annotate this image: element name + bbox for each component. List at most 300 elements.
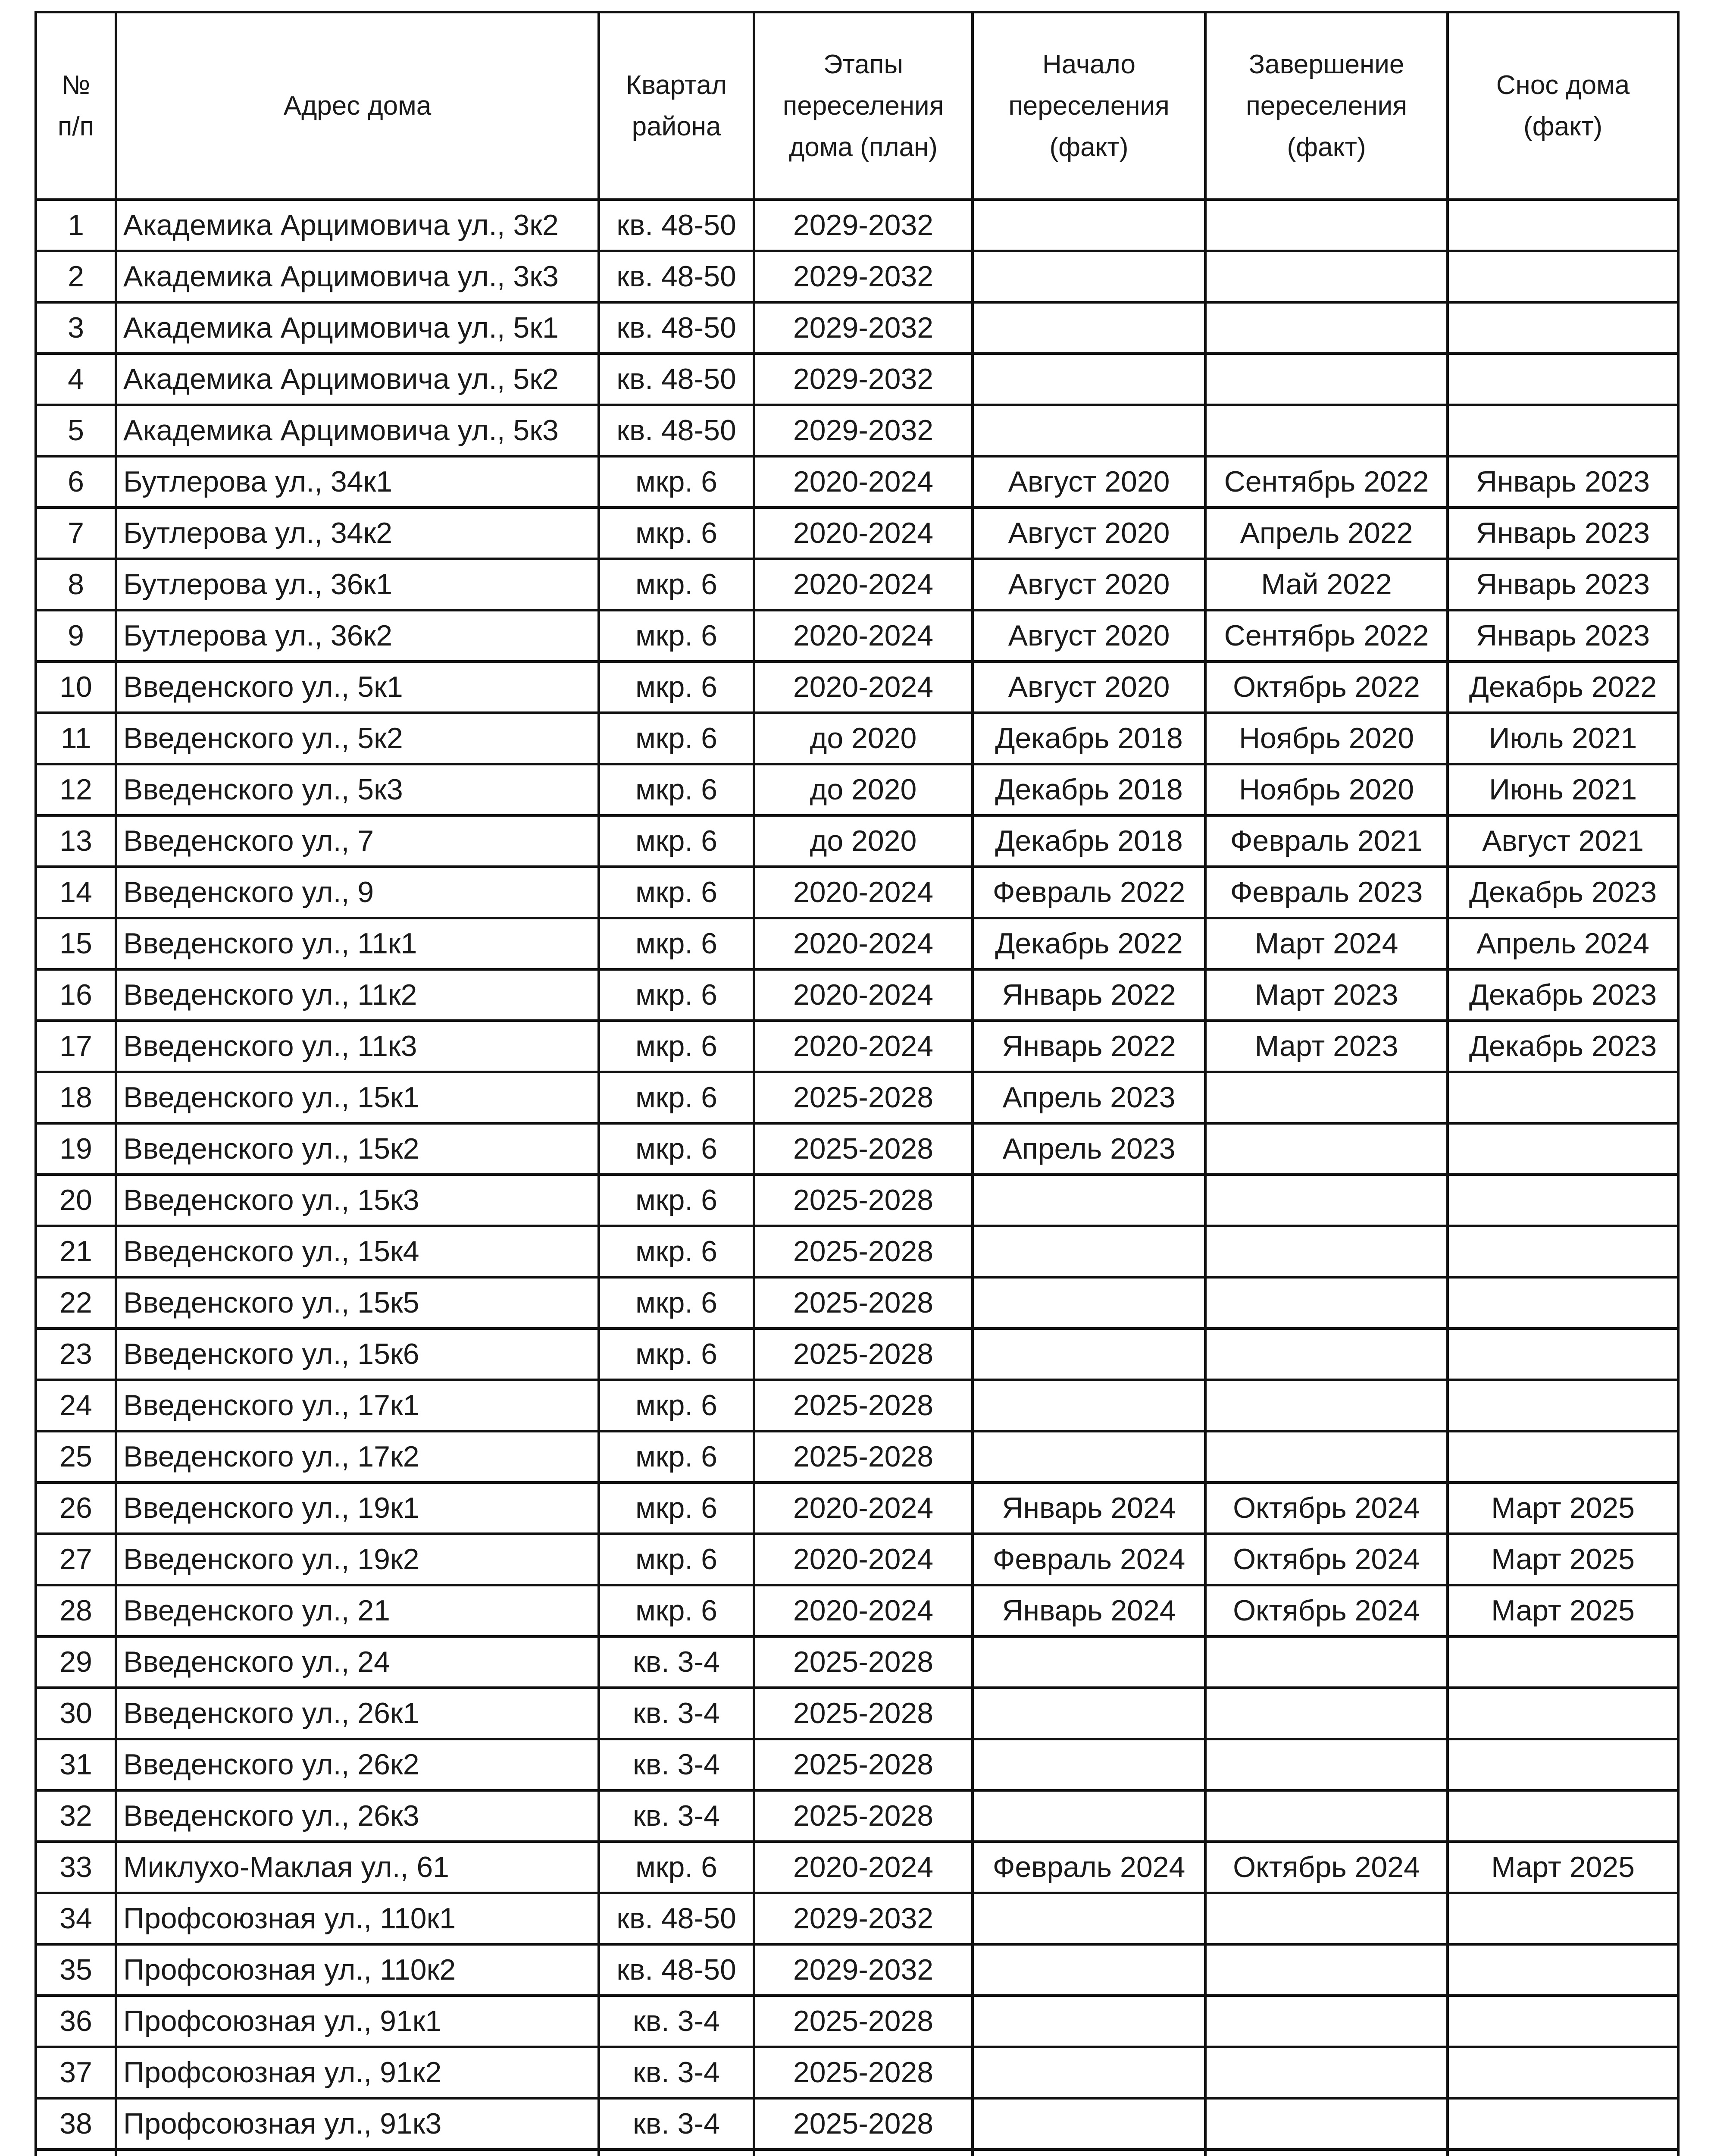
cell-plan-stages: 2029-2032 — [754, 1944, 973, 1996]
cell-end: Октябрь 2024 — [1205, 1842, 1448, 1893]
cell-start — [973, 2150, 1205, 2156]
table-row — [36, 661, 1678, 713]
cell-plan-stages: 2029-2032 — [754, 251, 973, 302]
header-address-text: Адрес дома — [283, 91, 432, 121]
cell-address: Академика Арцимовича ул., 5к2 — [116, 354, 599, 405]
cell-address: Введенского ул., 5к1 — [116, 661, 599, 713]
header-number-line2: п/п — [57, 111, 94, 141]
header-start — [973, 12, 1205, 200]
cell-number: 9 — [36, 610, 116, 661]
cell-end — [1205, 1072, 1448, 1123]
cell-number: 13 — [36, 815, 116, 867]
table-row — [36, 1380, 1678, 1431]
cell-quarter: мкр. 6 — [599, 815, 754, 867]
cell-number: 14 — [36, 867, 116, 918]
cell-address: Введенского ул., 21 — [116, 1585, 599, 1636]
header-demolition — [1448, 12, 1678, 200]
cell-number: 35 — [36, 1944, 116, 1996]
table-body — [36, 200, 1678, 2156]
cell-start — [973, 1175, 1205, 1226]
cell-plan-stages: 2020-2024 — [754, 610, 973, 661]
table-row — [36, 1072, 1678, 1123]
cell-number: 23 — [36, 1329, 116, 1380]
header-end — [1205, 12, 1448, 200]
cell-start: Август 2020 — [973, 559, 1205, 610]
cell-address: Профсоюзная ул., 91к3 — [116, 2098, 599, 2150]
cell-address: Академика Арцимовича ул., 3к2 — [116, 200, 599, 251]
cell-quarter: мкр. 6 — [599, 559, 754, 610]
cell-start — [973, 405, 1205, 456]
cell-plan-stages: до 2020 — [754, 815, 973, 867]
cell-demolition: Март 2025 — [1448, 1482, 1678, 1534]
cell-start — [973, 1380, 1205, 1431]
cell-number: 7 — [36, 508, 116, 559]
cell-start — [973, 1688, 1205, 1739]
table-row — [36, 815, 1678, 867]
table-row — [36, 1431, 1678, 1482]
cell-demolition — [1448, 1944, 1678, 1996]
cell-start — [973, 1277, 1205, 1329]
cell-address: Введенского ул., 24 — [116, 1636, 599, 1688]
cell-address: Академика Арцимовича ул., 5к3 — [116, 405, 599, 456]
cell-end — [1205, 200, 1448, 251]
cell-end — [1205, 1123, 1448, 1175]
cell-quarter: кв. 3-4 — [599, 2098, 754, 2150]
cell-start: Февраль 2024 — [973, 1534, 1205, 1585]
header-start-line1: Начало — [1042, 49, 1136, 79]
cell-quarter: кв. 48-50 — [599, 1944, 754, 1996]
cell-quarter: мкр. 6 — [599, 969, 754, 1021]
table-row — [36, 969, 1678, 1021]
cell-start: Январь 2024 — [973, 1482, 1205, 1534]
cell-address: Введенского ул., 7 — [116, 815, 599, 867]
cell-address: Профсоюзная ул., 91к1 — [116, 1996, 599, 2047]
cell-plan-stages: 2025-2028 — [754, 1072, 973, 1123]
header-number-line1: № — [61, 70, 91, 100]
cell-start: Январь 2022 — [973, 969, 1205, 1021]
cell-address: Введенского ул., 15к5 — [116, 1277, 599, 1329]
cell-plan-stages: 2025-2028 — [754, 1226, 973, 1277]
cell-end: Октябрь 2024 — [1205, 1585, 1448, 1636]
cell-number: 18 — [36, 1072, 116, 1123]
cell-end — [1205, 302, 1448, 354]
cell-start: Декабрь 2018 — [973, 713, 1205, 764]
cell-end — [1205, 1175, 1448, 1226]
cell-demolition — [1448, 1431, 1678, 1482]
cell-demolition — [1448, 2098, 1678, 2150]
cell-end: Октябрь 2024 — [1205, 1534, 1448, 1585]
cell-address: Введенского ул., 15к3 — [116, 1175, 599, 1226]
cell-address: Введенского ул., 15к1 — [116, 1072, 599, 1123]
cell-quarter: мкр. 6 — [599, 1482, 754, 1534]
cell-end: Ноябрь 2020 — [1205, 713, 1448, 764]
cell-plan-stages: 2029-2032 — [754, 200, 973, 251]
cell-demolition: Март 2025 — [1448, 1585, 1678, 1636]
cell-start: Декабрь 2022 — [973, 918, 1205, 969]
cell-end — [1205, 1739, 1448, 1790]
cell-address — [116, 2150, 599, 2156]
cell-quarter: кв. 3-4 — [599, 1636, 754, 1688]
table-row — [36, 1944, 1678, 1996]
cell-end: Февраль 2021 — [1205, 815, 1448, 867]
cell-end — [1205, 354, 1448, 405]
cell-demolition — [1448, 1893, 1678, 1944]
cell-demolition — [1448, 1636, 1678, 1688]
cell-quarter: мкр. 6 — [599, 1585, 754, 1636]
cell-start: Февраль 2022 — [973, 867, 1205, 918]
cell-start: Февраль 2024 — [973, 1842, 1205, 1893]
header-start-line3: (факт) — [1049, 132, 1129, 162]
cell-quarter: кв. 3-4 — [599, 1688, 754, 1739]
cell-number: 20 — [36, 1175, 116, 1226]
cell-number: 17 — [36, 1021, 116, 1072]
cell-quarter: кв. 48-50 — [599, 405, 754, 456]
cell-demolition: Июль 2021 — [1448, 713, 1678, 764]
cell-plan-stages: 2029-2032 — [754, 302, 973, 354]
cell-end — [1205, 2150, 1448, 2156]
cell-end — [1205, 2098, 1448, 2150]
cell-plan-stages: 2020-2024 — [754, 969, 973, 1021]
cell-number: 38 — [36, 2098, 116, 2150]
cell-start — [973, 251, 1205, 302]
cell-end — [1205, 1790, 1448, 1842]
cell-plan-stages: 2020-2024 — [754, 1021, 973, 1072]
cell-address: Введенского ул., 15к4 — [116, 1226, 599, 1277]
cell-number: 28 — [36, 1585, 116, 1636]
cell-demolition: Декабрь 2023 — [1448, 867, 1678, 918]
cell-demolition — [1448, 1329, 1678, 1380]
cell-start — [973, 2098, 1205, 2150]
table-row — [36, 354, 1678, 405]
table-row — [36, 2098, 1678, 2150]
cell-start — [973, 354, 1205, 405]
cell-address: Профсоюзная ул., 91к2 — [116, 2047, 599, 2098]
table-row — [36, 1842, 1678, 1893]
cell-plan-stages: 2025-2028 — [754, 2047, 973, 2098]
cell-number: 29 — [36, 1636, 116, 1688]
table-row — [36, 302, 1678, 354]
cell-demolition: Июнь 2021 — [1448, 764, 1678, 815]
header-plan-stages — [754, 12, 973, 200]
table-row — [36, 918, 1678, 969]
table-row — [36, 1021, 1678, 1072]
cell-quarter: мкр. 6 — [599, 610, 754, 661]
table-row — [36, 508, 1678, 559]
cell-start — [973, 1893, 1205, 1944]
cell-quarter: кв. 3-4 — [599, 1790, 754, 1842]
cell-plan-stages — [754, 2150, 973, 2156]
header-quarter-line2: района — [632, 111, 721, 141]
cell-plan-stages: 2020-2024 — [754, 661, 973, 713]
cell-plan-stages: 2029-2032 — [754, 354, 973, 405]
cell-plan-stages: 2020-2024 — [754, 1482, 973, 1534]
cell-address: Введенского ул., 15к6 — [116, 1329, 599, 1380]
table-row — [36, 1329, 1678, 1380]
cell-number: 11 — [36, 713, 116, 764]
cell-quarter: мкр. 6 — [599, 456, 754, 508]
cell-quarter: мкр. 6 — [599, 1534, 754, 1585]
cell-demolition — [1448, 1175, 1678, 1226]
cell-demolition — [1448, 1380, 1678, 1431]
cell-plan-stages: 2025-2028 — [754, 1996, 973, 2047]
cell-end: Апрель 2022 — [1205, 508, 1448, 559]
cell-plan-stages: 2029-2032 — [754, 405, 973, 456]
cell-end: Сентябрь 2022 — [1205, 456, 1448, 508]
cell-start — [973, 200, 1205, 251]
cell-address: Академика Арцимовича ул., 3к3 — [116, 251, 599, 302]
cell-start — [973, 1226, 1205, 1277]
cell-quarter: мкр. 6 — [599, 1123, 754, 1175]
cell-end — [1205, 1688, 1448, 1739]
cell-quarter: мкр. 6 — [599, 918, 754, 969]
header-end-line2: переселения — [1246, 91, 1407, 121]
cell-quarter: мкр. 6 — [599, 1226, 754, 1277]
cell-number: 25 — [36, 1431, 116, 1482]
table-row — [36, 559, 1678, 610]
cell-number: 31 — [36, 1739, 116, 1790]
cell-plan-stages: 2025-2028 — [754, 1431, 973, 1482]
resettlement-table — [34, 11, 1680, 2156]
cell-end — [1205, 1996, 1448, 2047]
cell-demolition — [1448, 200, 1678, 251]
cell-end — [1205, 1329, 1448, 1380]
table-row — [36, 1636, 1678, 1688]
cell-demolition — [1448, 2047, 1678, 2098]
cell-number: 21 — [36, 1226, 116, 1277]
cell-demolition: Март 2025 — [1448, 1842, 1678, 1893]
cell-demolition: Март 2025 — [1448, 1534, 1678, 1585]
cell-start: Декабрь 2018 — [973, 764, 1205, 815]
header-demolition-line2: (факт) — [1523, 111, 1602, 141]
table-row — [36, 2047, 1678, 2098]
cell-number: 24 — [36, 1380, 116, 1431]
table-row — [36, 1790, 1678, 1842]
cell-address: Введенского ул., 9 — [116, 867, 599, 918]
table-row — [36, 1534, 1678, 1585]
cell-number: 32 — [36, 1790, 116, 1842]
cell-plan-stages: 2025-2028 — [754, 1123, 973, 1175]
cell-address: Бутлерова ул., 36к1 — [116, 559, 599, 610]
cell-number: 15 — [36, 918, 116, 969]
cell-end — [1205, 1893, 1448, 1944]
cell-end — [1205, 1380, 1448, 1431]
table-row — [36, 405, 1678, 456]
cell-demolition — [1448, 2150, 1678, 2156]
cell-demolition: Январь 2023 — [1448, 508, 1678, 559]
cell-plan-stages: 2025-2028 — [754, 1739, 973, 1790]
cell-plan-stages: 2025-2028 — [754, 1329, 973, 1380]
cell-address: Бутлерова ул., 34к1 — [116, 456, 599, 508]
cell-plan-stages: 2025-2028 — [754, 1277, 973, 1329]
cell-start — [973, 1329, 1205, 1380]
cell-demolition — [1448, 354, 1678, 405]
table-row — [36, 1226, 1678, 1277]
cell-demolition — [1448, 1739, 1678, 1790]
cell-plan-stages: 2025-2028 — [754, 1380, 973, 1431]
cell-number: 2 — [36, 251, 116, 302]
cell-end: Октябрь 2024 — [1205, 1482, 1448, 1534]
cell-address: Введенского ул., 11к3 — [116, 1021, 599, 1072]
cell-demolition: Август 2021 — [1448, 815, 1678, 867]
cell-number: 34 — [36, 1893, 116, 1944]
cell-end: Ноябрь 2020 — [1205, 764, 1448, 815]
cell-number: 37 — [36, 2047, 116, 2098]
cell-number: 12 — [36, 764, 116, 815]
cell-plan-stages: до 2020 — [754, 713, 973, 764]
table-row — [36, 1893, 1678, 1944]
cell-quarter: мкр. 6 — [599, 1842, 754, 1893]
cell-address: Введенского ул., 17к1 — [116, 1380, 599, 1431]
table-row — [36, 1996, 1678, 2047]
cell-start — [973, 1996, 1205, 2047]
cell-end: Октябрь 2022 — [1205, 661, 1448, 713]
cell-plan-stages: 2029-2032 — [754, 1893, 973, 1944]
cell-demolition: Январь 2023 — [1448, 610, 1678, 661]
header-end-line1: Завершение — [1248, 49, 1404, 79]
cell-quarter: мкр. 6 — [599, 764, 754, 815]
cell-quarter: мкр. 6 — [599, 867, 754, 918]
cell-demolition: Январь 2023 — [1448, 456, 1678, 508]
cell-end: Март 2023 — [1205, 969, 1448, 1021]
cell-address: Бутлерова ул., 34к2 — [116, 508, 599, 559]
header-quarter — [599, 12, 754, 200]
cell-number: 30 — [36, 1688, 116, 1739]
cell-address: Введенского ул., 15к2 — [116, 1123, 599, 1175]
cell-quarter: мкр. 6 — [599, 1175, 754, 1226]
cell-address: Введенского ул., 19к1 — [116, 1482, 599, 1534]
cell-quarter: мкр. 6 — [599, 1431, 754, 1482]
cell-demolition: Декабрь 2023 — [1448, 969, 1678, 1021]
table-row — [36, 1123, 1678, 1175]
cell-plan-stages: 2025-2028 — [754, 1790, 973, 1842]
cell-plan-stages: 2025-2028 — [754, 1688, 973, 1739]
cell-number: 22 — [36, 1277, 116, 1329]
header-quarter-line1: Квартал — [626, 70, 727, 100]
cell-address: Академика Арцимовича ул., 5к1 — [116, 302, 599, 354]
cell-end — [1205, 1944, 1448, 1996]
cell-start — [973, 1636, 1205, 1688]
header-end-line3: (факт) — [1287, 132, 1366, 162]
table-row — [36, 200, 1678, 251]
cell-address: Введенского ул., 19к2 — [116, 1534, 599, 1585]
table-row — [36, 1585, 1678, 1636]
cell-demolition — [1448, 251, 1678, 302]
table-row — [36, 1277, 1678, 1329]
cell-address: Введенского ул., 17к2 — [116, 1431, 599, 1482]
header-stages-line3: дома (план) — [789, 132, 938, 162]
table-header-row — [36, 12, 1678, 200]
header-address — [116, 12, 599, 200]
cell-number: 27 — [36, 1534, 116, 1585]
cell-demolition: Декабрь 2022 — [1448, 661, 1678, 713]
cell-plan-stages: 2020-2024 — [754, 559, 973, 610]
cell-start: Декабрь 2018 — [973, 815, 1205, 867]
cell-end — [1205, 1277, 1448, 1329]
cell-quarter: мкр. 6 — [599, 1277, 754, 1329]
cell-plan-stages: 2020-2024 — [754, 508, 973, 559]
cell-demolition — [1448, 1226, 1678, 1277]
cell-start: Январь 2024 — [973, 1585, 1205, 1636]
cell-number: 26 — [36, 1482, 116, 1534]
cell-quarter: кв. 48-50 — [599, 354, 754, 405]
header-start-line2: переселения — [1008, 91, 1170, 121]
cell-plan-stages: 2020-2024 — [754, 1585, 973, 1636]
cell-number: 16 — [36, 969, 116, 1021]
table-row — [36, 1688, 1678, 1739]
cell-quarter: мкр. 6 — [599, 508, 754, 559]
table-row — [36, 1482, 1678, 1534]
table-row — [36, 610, 1678, 661]
cell-quarter: кв. 48-50 — [599, 1893, 754, 1944]
table-row — [36, 867, 1678, 918]
cell-number: 1 — [36, 200, 116, 251]
table-row — [36, 251, 1678, 302]
cell-quarter — [599, 2150, 754, 2156]
cell-start — [973, 2047, 1205, 2098]
cell-number: 10 — [36, 661, 116, 713]
cell-start — [973, 1944, 1205, 1996]
cell-quarter: кв. 3-4 — [599, 2047, 754, 2098]
cell-number: 3 — [36, 302, 116, 354]
cell-end — [1205, 405, 1448, 456]
cell-demolition — [1448, 405, 1678, 456]
cell-quarter: кв. 48-50 — [599, 302, 754, 354]
cell-quarter: кв. 48-50 — [599, 200, 754, 251]
cell-quarter: мкр. 6 — [599, 1021, 754, 1072]
cell-plan-stages: 2020-2024 — [754, 867, 973, 918]
cell-number — [36, 2150, 116, 2156]
table-row — [36, 456, 1678, 508]
cell-demolition: Январь 2023 — [1448, 559, 1678, 610]
cell-demolition — [1448, 1072, 1678, 1123]
cell-number: 19 — [36, 1123, 116, 1175]
cell-end — [1205, 1226, 1448, 1277]
cell-demolition — [1448, 1123, 1678, 1175]
cell-start: Август 2020 — [973, 508, 1205, 559]
cell-address: Введенского ул., 26к1 — [116, 1688, 599, 1739]
cell-number: 8 — [36, 559, 116, 610]
cell-end: Март 2024 — [1205, 918, 1448, 969]
cell-plan-stages: 2020-2024 — [754, 456, 973, 508]
cell-quarter: кв. 48-50 — [599, 251, 754, 302]
cell-end — [1205, 2047, 1448, 2098]
cell-demolition: Декабрь 2023 — [1448, 1021, 1678, 1072]
cell-quarter: кв. 3-4 — [599, 1996, 754, 2047]
cell-quarter: мкр. 6 — [599, 661, 754, 713]
cell-address: Введенского ул., 26к2 — [116, 1739, 599, 1790]
cell-address: Введенского ул., 26к3 — [116, 1790, 599, 1842]
cell-number: 33 — [36, 1842, 116, 1893]
cell-address: Профсоюзная ул., 110к2 — [116, 1944, 599, 1996]
table-row — [36, 764, 1678, 815]
cell-demolition — [1448, 1688, 1678, 1739]
cell-start: Август 2020 — [973, 661, 1205, 713]
cell-end: Март 2023 — [1205, 1021, 1448, 1072]
cell-address: Миклухо-Маклая ул., 61 — [116, 1842, 599, 1893]
header-stages-line1: Этапы — [823, 49, 903, 79]
cell-demolition: Апрель 2024 — [1448, 918, 1678, 969]
cell-number: 36 — [36, 1996, 116, 2047]
cell-demolition — [1448, 302, 1678, 354]
cell-start: Апрель 2023 — [973, 1072, 1205, 1123]
cell-demolition — [1448, 1277, 1678, 1329]
cell-end — [1205, 1636, 1448, 1688]
cell-plan-stages: 2020-2024 — [754, 918, 973, 969]
cell-number: 4 — [36, 354, 116, 405]
cell-start — [973, 1790, 1205, 1842]
cell-demolition — [1448, 1996, 1678, 2047]
cell-address: Введенского ул., 11к1 — [116, 918, 599, 969]
